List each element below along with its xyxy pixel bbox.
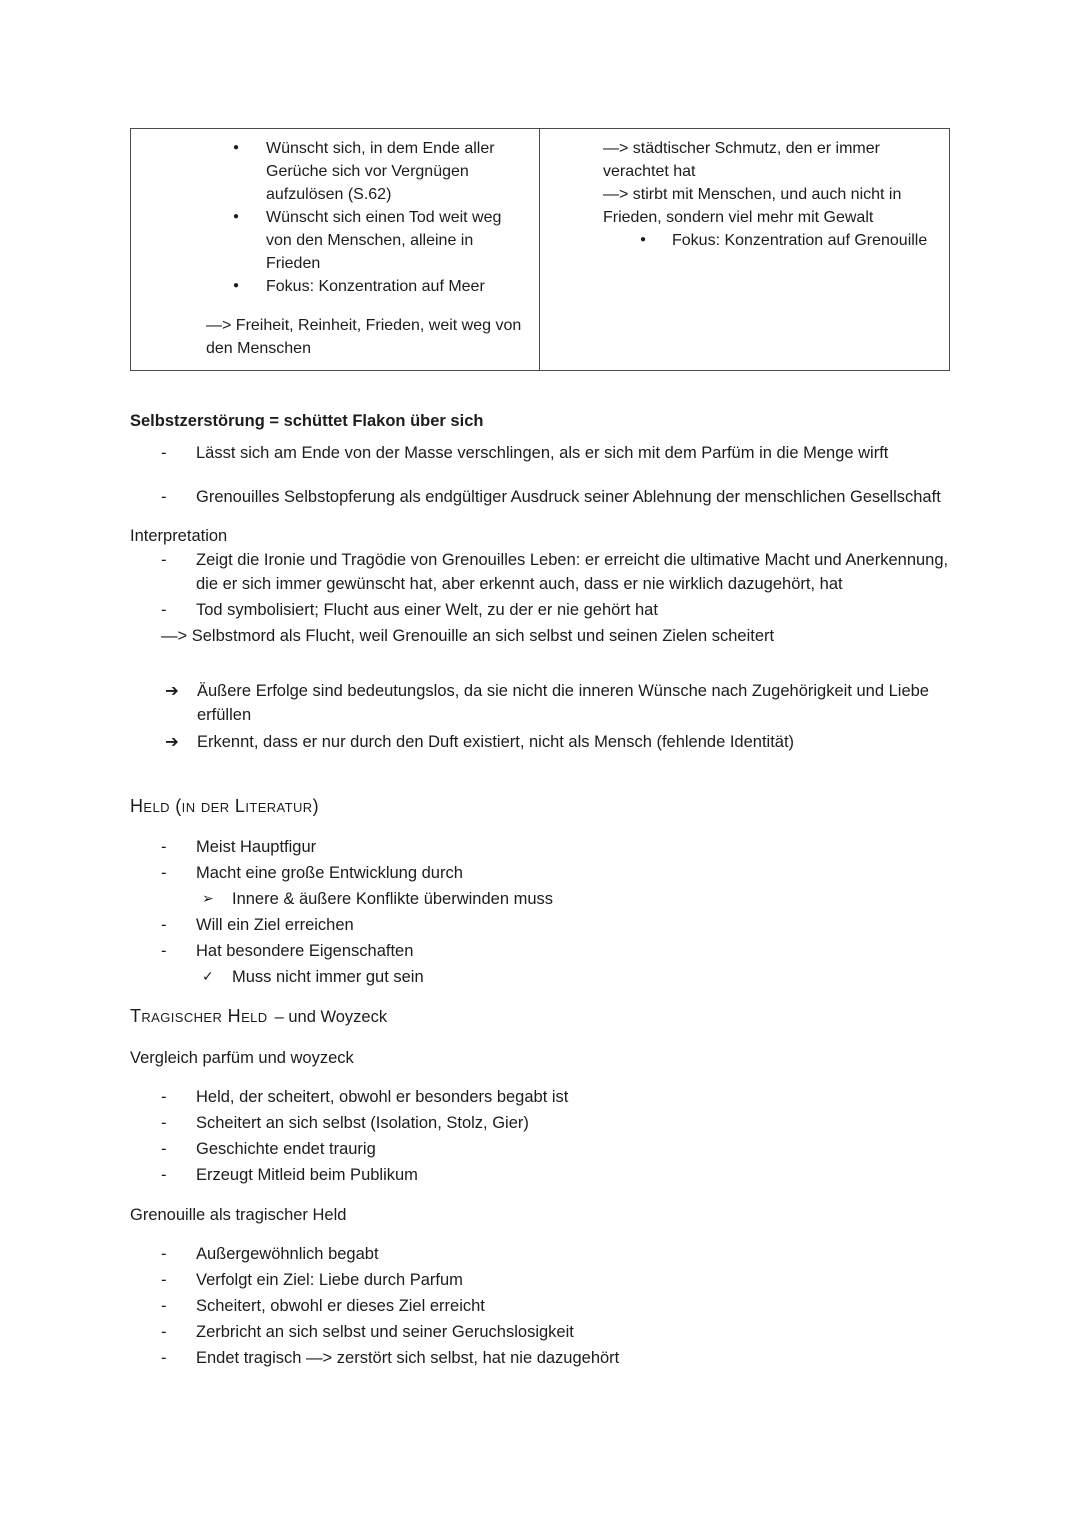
takeaway-item-text: Äußere Erfolge sind bedeutungslos, da sie nicht die inneren Wünsche nach Zugehörigkeit und Liebe erfüllen	[197, 682, 929, 724]
list-item	[130, 1294, 950, 1318]
list-item	[130, 441, 950, 465]
interpretation-list	[130, 548, 950, 622]
dash-icon: -	[161, 551, 167, 569]
heading-selbstzerstoerung: Selbstzerstörung = schüttet Flakon über sich	[130, 412, 484, 430]
grenouille-list	[130, 1242, 950, 1370]
bullet-icon: ●	[233, 280, 240, 291]
dash-icon: -	[161, 601, 167, 619]
heading-grenouille: Grenouille als tragischer Held	[130, 1206, 347, 1224]
list-item	[130, 965, 950, 989]
list-item	[130, 913, 950, 937]
list-item-text: Tod symbolisiert; Flucht aus einer Welt, zu der er nie gehört hat	[196, 601, 658, 619]
list-item	[130, 835, 950, 859]
list-item-text: Zerbricht an sich selbst und seiner Geruchslosigkeit	[196, 1323, 574, 1341]
table-cell-left	[131, 129, 540, 370]
list-item-text: Verfolgt ein Ziel: Liebe durch Parfum	[196, 1271, 463, 1289]
list-item-text: Fokus: Konzentration auf Meer	[266, 278, 485, 295]
held-list	[130, 835, 950, 989]
dash-icon: -	[161, 488, 167, 506]
list-item	[130, 679, 950, 727]
dash-icon: -	[161, 1140, 167, 1158]
dash-icon: -	[161, 1114, 167, 1132]
list-item-text: Innere & äußere Konflikte überwinden muss	[232, 890, 554, 908]
list-item	[130, 1137, 950, 1161]
dash-icon: -	[161, 864, 167, 882]
list-item	[130, 1268, 950, 1292]
list-item-text: Wünscht sich einen Tod weit weg von den Menschen, alleine in Frieden	[266, 209, 502, 272]
list-item-text: Will ein Ziel erreichen	[196, 916, 354, 934]
list-item-text: Erzeugt Mitleid beim Publikum	[196, 1166, 418, 1184]
vergleich-list	[130, 1085, 950, 1187]
list-item	[130, 548, 950, 596]
dash-icon: -	[161, 1349, 167, 1367]
list-item	[552, 229, 937, 252]
tragischer-held-suffix: – und Woyzeck	[274, 1008, 388, 1026]
bullet-icon: ●	[233, 211, 240, 222]
list-item-text: Fokus: Konzentration auf Grenouille	[672, 232, 928, 249]
dash-icon: -	[161, 1271, 167, 1289]
list-item	[143, 137, 527, 206]
list-item	[130, 1320, 950, 1344]
list-item	[143, 206, 527, 275]
list-item	[130, 730, 950, 754]
dash-icon: -	[161, 1166, 167, 1184]
list-item	[130, 598, 950, 622]
list-item-text: Scheitert an sich selbst (Isolation, Stolz, Gier)	[196, 1114, 529, 1132]
dash-icon: -	[161, 1245, 167, 1263]
list-item	[130, 1111, 950, 1135]
list-item	[130, 1085, 950, 1109]
takeaway-item-text: Erkennt, dass er nur durch den Duft existiert, nicht als Mensch (fehlende Identität)	[197, 733, 795, 751]
sub-arrow-icon: ➢	[202, 891, 214, 907]
bullet-icon: ●	[640, 234, 647, 245]
list-item	[130, 1346, 950, 1370]
bullet-icon: ●	[233, 142, 240, 153]
interpretation-conclusion: —> Selbstmord als Flucht, weil Grenouille an sich selbst und seinen Zielen scheitert	[161, 627, 775, 645]
right-cell-arrow-line: —> städtischer Schmutz, den er immer verachtet hat	[603, 140, 880, 180]
list-item-text: Held, der scheitert, obwohl er besonders begabt ist	[196, 1088, 569, 1106]
left-cell-bullet-list	[143, 137, 527, 298]
heading-held: Held (in der Literatur)	[130, 796, 319, 816]
list-item-text: Wünscht sich, in dem Ende aller Gerüche sich vor Vergnügen aufzulösen (S.62)	[266, 140, 495, 203]
list-item-text: Lässt sich am Ende von der Masse verschlingen, als er sich mit dem Parfüm in die Menge wirft	[196, 444, 889, 462]
list-item	[143, 275, 527, 298]
list-item-text: Macht eine große Entwicklung durch	[196, 864, 463, 882]
list-item-text: Meist Hauptfigur	[196, 838, 317, 856]
list-item-text: Muss nicht immer gut sein	[232, 968, 424, 986]
list-item-text: Geschichte endet traurig	[196, 1140, 376, 1158]
list-item-text: Scheitert, obwohl er dieses Ziel erreicht	[196, 1297, 485, 1315]
left-cell-conclusion: —> Freiheit, Reinheit, Frieden, weit weg von den Menschen	[206, 317, 522, 357]
dash-icon: -	[161, 916, 167, 934]
list-item	[130, 485, 950, 509]
list-item-text: Zeigt die Ironie und Tragödie von Grenouilles Leben: er erreicht die ultimative Macht und Anerkennung, die er sich immer gewünscht hat, aber erkennt auch, dass er nie wirklich dazugehört, hat	[196, 551, 949, 593]
list-item	[130, 861, 950, 885]
comparison-table	[130, 128, 950, 371]
table-cell-right	[540, 129, 949, 370]
dash-icon: -	[161, 444, 167, 462]
heading-vergleich: Vergleich parfüm und woyzeck	[130, 1049, 354, 1067]
arrow-icon: ➔	[165, 681, 179, 700]
right-cell-bullet-list	[552, 229, 937, 252]
dash-icon: -	[161, 1323, 167, 1341]
dash-icon: -	[161, 1088, 167, 1106]
list-item	[130, 939, 950, 963]
right-cell-arrow-line: —> stirbt mit Menschen, und auch nicht in Frieden, sondern viel mehr mit Gewalt	[603, 186, 902, 226]
list-item-text: Endet tragisch —> zerstört sich selbst, hat nie dazugehört	[196, 1349, 620, 1367]
tragischer-held-line	[130, 1004, 950, 1029]
check-icon: ✓	[202, 969, 214, 985]
tragischer-held-label: Tragischer Held	[130, 1006, 268, 1026]
selbstzerstoerung-list	[130, 441, 950, 509]
arrow-icon: ➔	[165, 732, 179, 751]
dash-icon: -	[161, 838, 167, 856]
list-item	[130, 1163, 950, 1187]
dash-icon: -	[161, 942, 167, 960]
dash-icon: -	[161, 1297, 167, 1315]
list-item	[130, 887, 950, 911]
list-item-text: Außergewöhnlich begabt	[196, 1245, 379, 1263]
list-item-text: Grenouilles Selbstopferung als endgültiger Ausdruck seiner Ablehnung der menschlichen Gesellschaft	[196, 488, 941, 506]
list-item	[130, 1242, 950, 1266]
takeaway-list	[130, 679, 950, 754]
heading-interpretation: Interpretation	[130, 527, 228, 545]
list-item-text: Hat besondere Eigenschaften	[196, 942, 414, 960]
